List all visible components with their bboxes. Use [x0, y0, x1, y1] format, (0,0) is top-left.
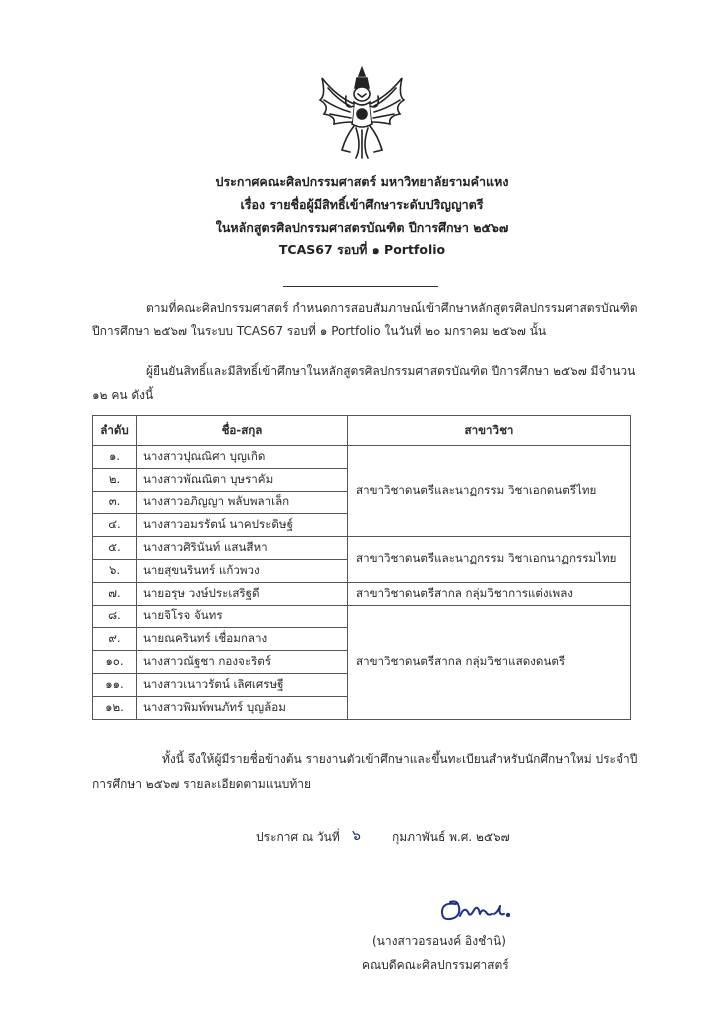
- row-number: ๙.: [93, 628, 137, 651]
- signatory-title: คณบดีคณะศิลปกรรมศาสตร์: [362, 958, 509, 972]
- announcement-program: ในหลักสูตรศิลปกรรมศาสตรบัณฑิต ปีการศึกษา ๒๕๖๗: [215, 220, 509, 235]
- major-cell: สาขาวิชาดนตรีสากล กลุ่มวิชาแสดงดนตรี: [348, 605, 631, 719]
- row-number: ๖.: [93, 559, 137, 582]
- closing-line-1: ทั้งนี้ จึงให้ผู้มีรายชื่อข้างต้น รายงานตัวเข้าศึกษาและขึ้นทะเบียนสำหรับนักศึกษาใหม่ ประจำปี: [162, 752, 638, 766]
- row-number: ๕.: [93, 537, 137, 560]
- student-name: นางสาวพัณณิตา บุษราคัม: [137, 468, 348, 491]
- row-number: ๗.: [93, 582, 137, 605]
- announce-day: ๖: [352, 828, 361, 844]
- announce-date-prefix: ประกาศ ณ วันที่: [256, 830, 340, 844]
- row-number: ๘.: [93, 605, 137, 628]
- signatory-name: (นางสาวอรอนงค์ อิงชำนิ): [372, 934, 506, 948]
- table-row: [93, 446, 631, 469]
- major-cell: สาขาวิชาดนตรีและนาฏกรรม วิชาเอกดนตรีไทย: [348, 446, 631, 537]
- student-name: นางสาวอภิญญา พลับพลาเล็ก: [137, 491, 348, 514]
- paragraph-1-line-2: ปีการศึกษา ๒๕๖๗ ในระบบ TCAS67 รอบที่ ๑ Portfolio ในวันที่ ๒๐ มกราคม ๒๕๖๗ นั้น: [92, 324, 547, 338]
- announcement-heading: ประกาศคณะศิลปกรรมศาสตร์ มหาวิทยาลัยรามคำแหง: [215, 174, 509, 189]
- row-number: ๔.: [93, 514, 137, 537]
- paragraph-2-line-1: ผู้ยืนยันสิทธิ์และมีสิทธิ์เข้าศึกษาในหลักสูตรศิลปกรรมศาสตรบัณฑิต ปีการศึกษา ๒๕๖๗ มีจำนวน: [146, 364, 636, 378]
- row-number: ๑๑.: [93, 673, 137, 696]
- major-cell: สาขาวิชาดนตรีสากล กลุ่มวิชาการแต่งเพลง: [348, 582, 631, 605]
- announcement-subject: เรื่อง รายชื่อผู้มีสิทธิ์เข้าศึกษาระดับปริญญาตรี: [240, 197, 484, 212]
- column-header-no: ลำดับ: [93, 416, 137, 446]
- major-cell: สาขาวิชาดนตรีและนาฏกรรม วิชาเอกนาฏกรรมไทย: [348, 537, 631, 583]
- table-header-row: [93, 416, 631, 446]
- student-name: นายอรุษ วงษ์ประเสริฐดี: [137, 582, 348, 605]
- table-row: [93, 605, 631, 628]
- student-name: นางสาวศิรินันท์ แสนสีหา: [137, 537, 348, 560]
- student-name: นางสาวณัฐชา กองจะริตร์: [137, 651, 348, 674]
- row-number: ๑๐.: [93, 651, 137, 674]
- garuda-emblem-icon: [316, 66, 408, 160]
- closing-line-2: การศึกษา ๒๕๖๗ รายละเอียดตามแนบท้าย: [92, 777, 312, 791]
- student-name: นางสาวอมรรัตน์ นาคประดิษฐ์: [137, 514, 348, 537]
- student-table: [92, 415, 631, 720]
- column-header-major: สาขาวิชา: [348, 416, 631, 446]
- student-name: นางสาวเนาวรัตน์ เลิศเศรษฐี: [137, 673, 348, 696]
- row-number: ๓.: [93, 491, 137, 514]
- announce-date-suffix: กุมภาพันธ์ พ.ศ. ๒๕๖๗: [392, 830, 510, 844]
- row-number: ๒.: [93, 468, 137, 491]
- signature-icon: [436, 896, 520, 924]
- student-name: นางสาวปุณณิศา บุญเกิด: [137, 446, 348, 469]
- table-row: [93, 582, 631, 605]
- student-name: นายสุขนรินทร์ แก้วพวง: [137, 559, 348, 582]
- student-name: นายจิโรจ จันทร: [137, 605, 348, 628]
- paragraph-2-line-2: ๑๒ คน ดังนี้: [92, 388, 154, 402]
- table-row: [93, 537, 631, 560]
- row-number: ๑.: [93, 446, 137, 469]
- student-name: นายณครินทร์ เชื่อมกลาง: [137, 628, 348, 651]
- row-number: ๑๒.: [93, 696, 137, 719]
- announcement-round: TCAS67 รอบที่ ๑ Portfolio: [278, 242, 446, 257]
- paragraph-1-line-1: ตามที่คณะศิลปกรรมศาสตร์ กำหนดการสอบสัมภาษณ์เข้าศึกษาหลักสูตรศิลปกรรมศาสตรบัณฑิต: [146, 301, 638, 315]
- column-header-name: ชื่อ-สกุล: [137, 416, 348, 446]
- student-name: นางสาวพิมพ์พนภัทร์ บุญล้อม: [137, 696, 348, 719]
- divider: [283, 286, 438, 287]
